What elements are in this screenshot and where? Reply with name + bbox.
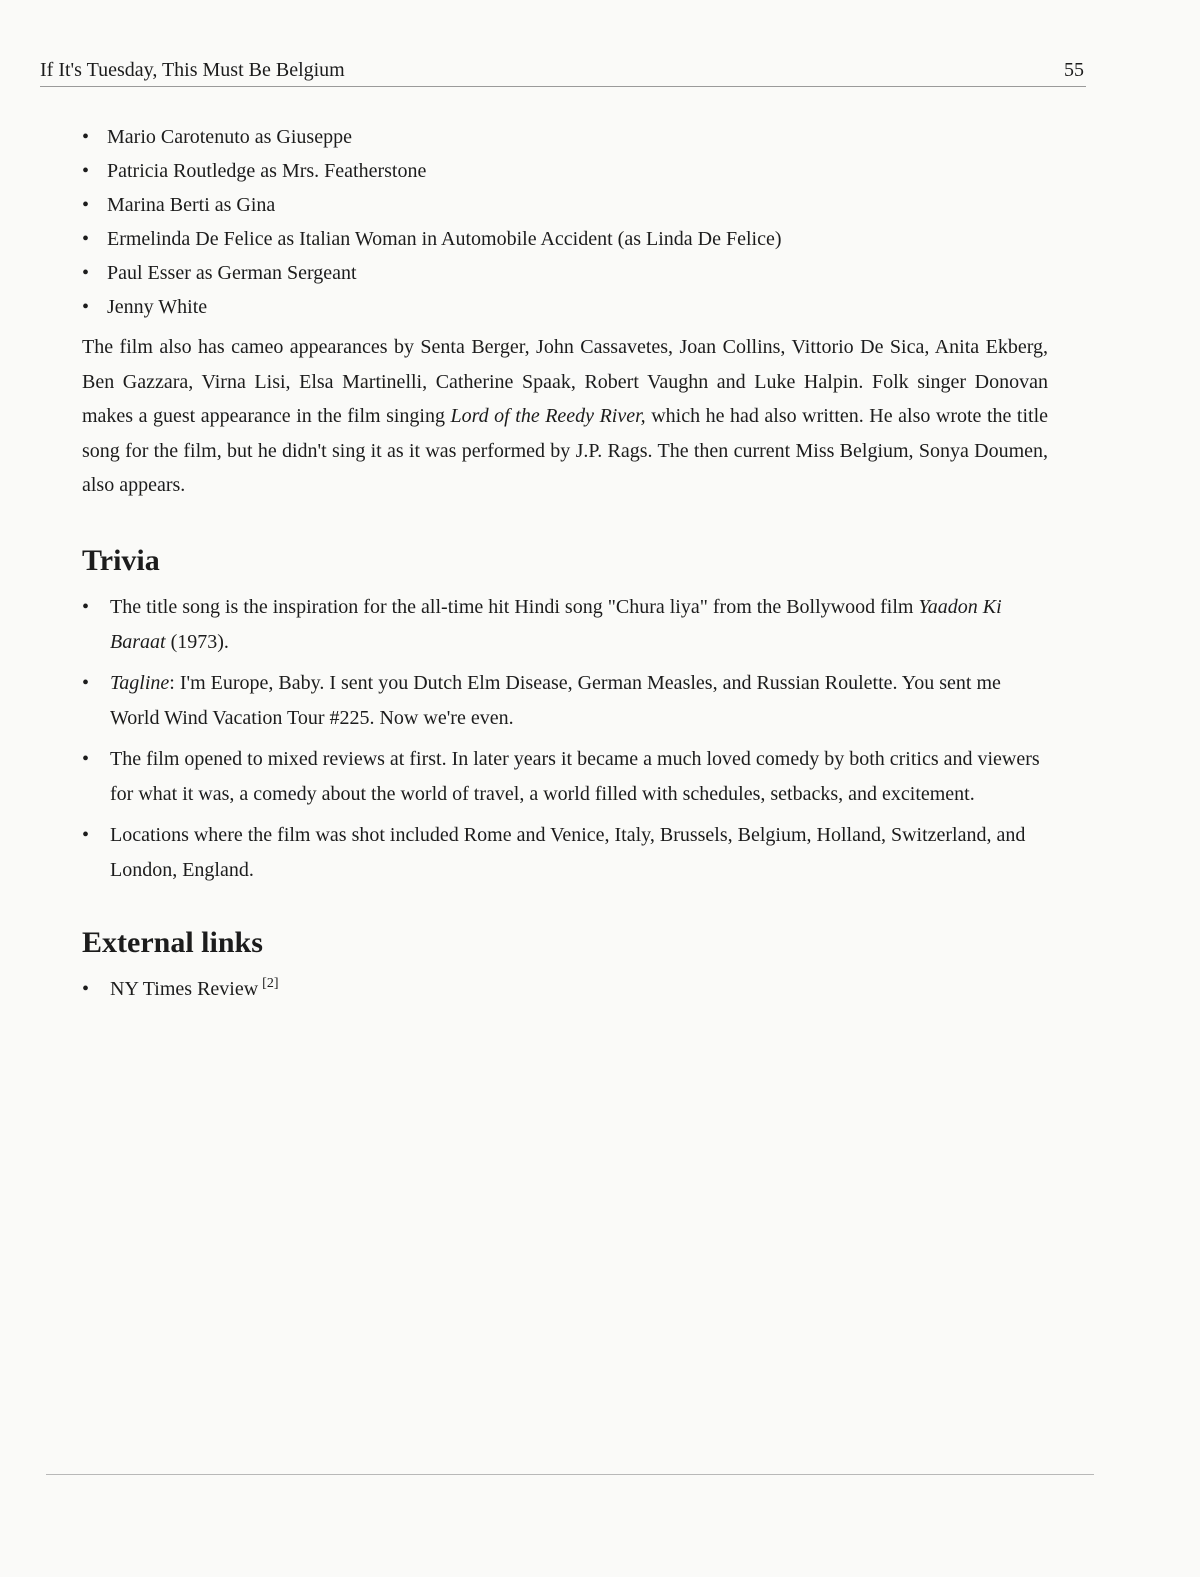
page-content <box>82 120 1048 1006</box>
ny-times-review-link[interactable]: NY Times Review <box>110 977 259 1000</box>
cast-item: • Jenny White <box>82 290 1048 324</box>
running-header <box>40 58 1086 87</box>
trivia-item <box>82 590 1048 660</box>
cast-item: • Paul Esser as German Sergeant <box>82 256 1048 290</box>
film-year: (1973). <box>165 630 229 653</box>
cameo-text: The film also has cameo appearances by Senta Berger, John Cassavetes, Joan Collins, Vittorio De Sica, Anita Ekberg, Ben Gazzara, Virna Lisi, Elsa Martinelli, Catherine Spaak, Robert Vaughn and Luke Halpin. Folk singer Donovan makes a guest appearance in the film singing <box>82 336 1048 427</box>
trivia-text: The title song is the inspiration for the all-time hit Hindi song "Chura liya" from the Bollywood film <box>110 595 919 618</box>
cameo-text-continued: which he had also written. He also wrote the title song for the film, but he didn't sing it as it was performed by J.P. Rags. The then current Miss Belgium, Sonya Doumen, also appears. <box>82 405 1049 496</box>
cameo-paragraph <box>82 330 1048 503</box>
trivia-item <box>82 666 1048 736</box>
external-links-heading: External links <box>82 925 263 959</box>
trivia-list <box>82 590 1048 888</box>
tagline-label: Tagline <box>110 671 170 694</box>
trivia-item: • The film opened to mixed reviews at first. In later years it became a much loved comedy by both critics and viewers for what it was, a comedy about the world of travel, a world filled with schedules, setbacks, and excitement. <box>82 742 1048 812</box>
cast-item: • Patricia Routledge as Mrs. Featherstone <box>82 154 1048 188</box>
cast-item: • Ermelinda De Felice as Italian Woman in Automobile Accident (as Linda De Felice) <box>82 222 1048 256</box>
external-link-item <box>82 972 1048 1006</box>
trivia-item: • Locations where the film was shot included Rome and Venice, Italy, Brussels, Belgium, Holland, Switzerland, and London, England. <box>82 818 1048 888</box>
tagline-text: : I'm Europe, Baby. I sent you Dutch Elm Disease, German Measles, and Russian Roulette. You sent me World Wind Vacation Tour #225. Now we're even. <box>110 671 1001 729</box>
cast-item: • Mario Carotenuto as Giuseppe <box>82 120 1048 154</box>
header-title: If It's Tuesday, This Must Be Belgium <box>40 59 345 81</box>
trivia-heading: Trivia <box>82 543 160 577</box>
external-links-list <box>82 972 1048 1006</box>
footer-rule <box>46 1474 1094 1475</box>
cast-item: • Marina Berti as Gina <box>82 188 1048 222</box>
film-title: Yaadon Ki Baraat <box>110 595 1002 653</box>
page-number: 55 <box>1064 59 1084 81</box>
cast-list <box>82 120 1048 324</box>
song-title: Lord of the Reedy River, <box>450 405 646 427</box>
reference-marker[interactable]: [2] <box>262 975 279 991</box>
